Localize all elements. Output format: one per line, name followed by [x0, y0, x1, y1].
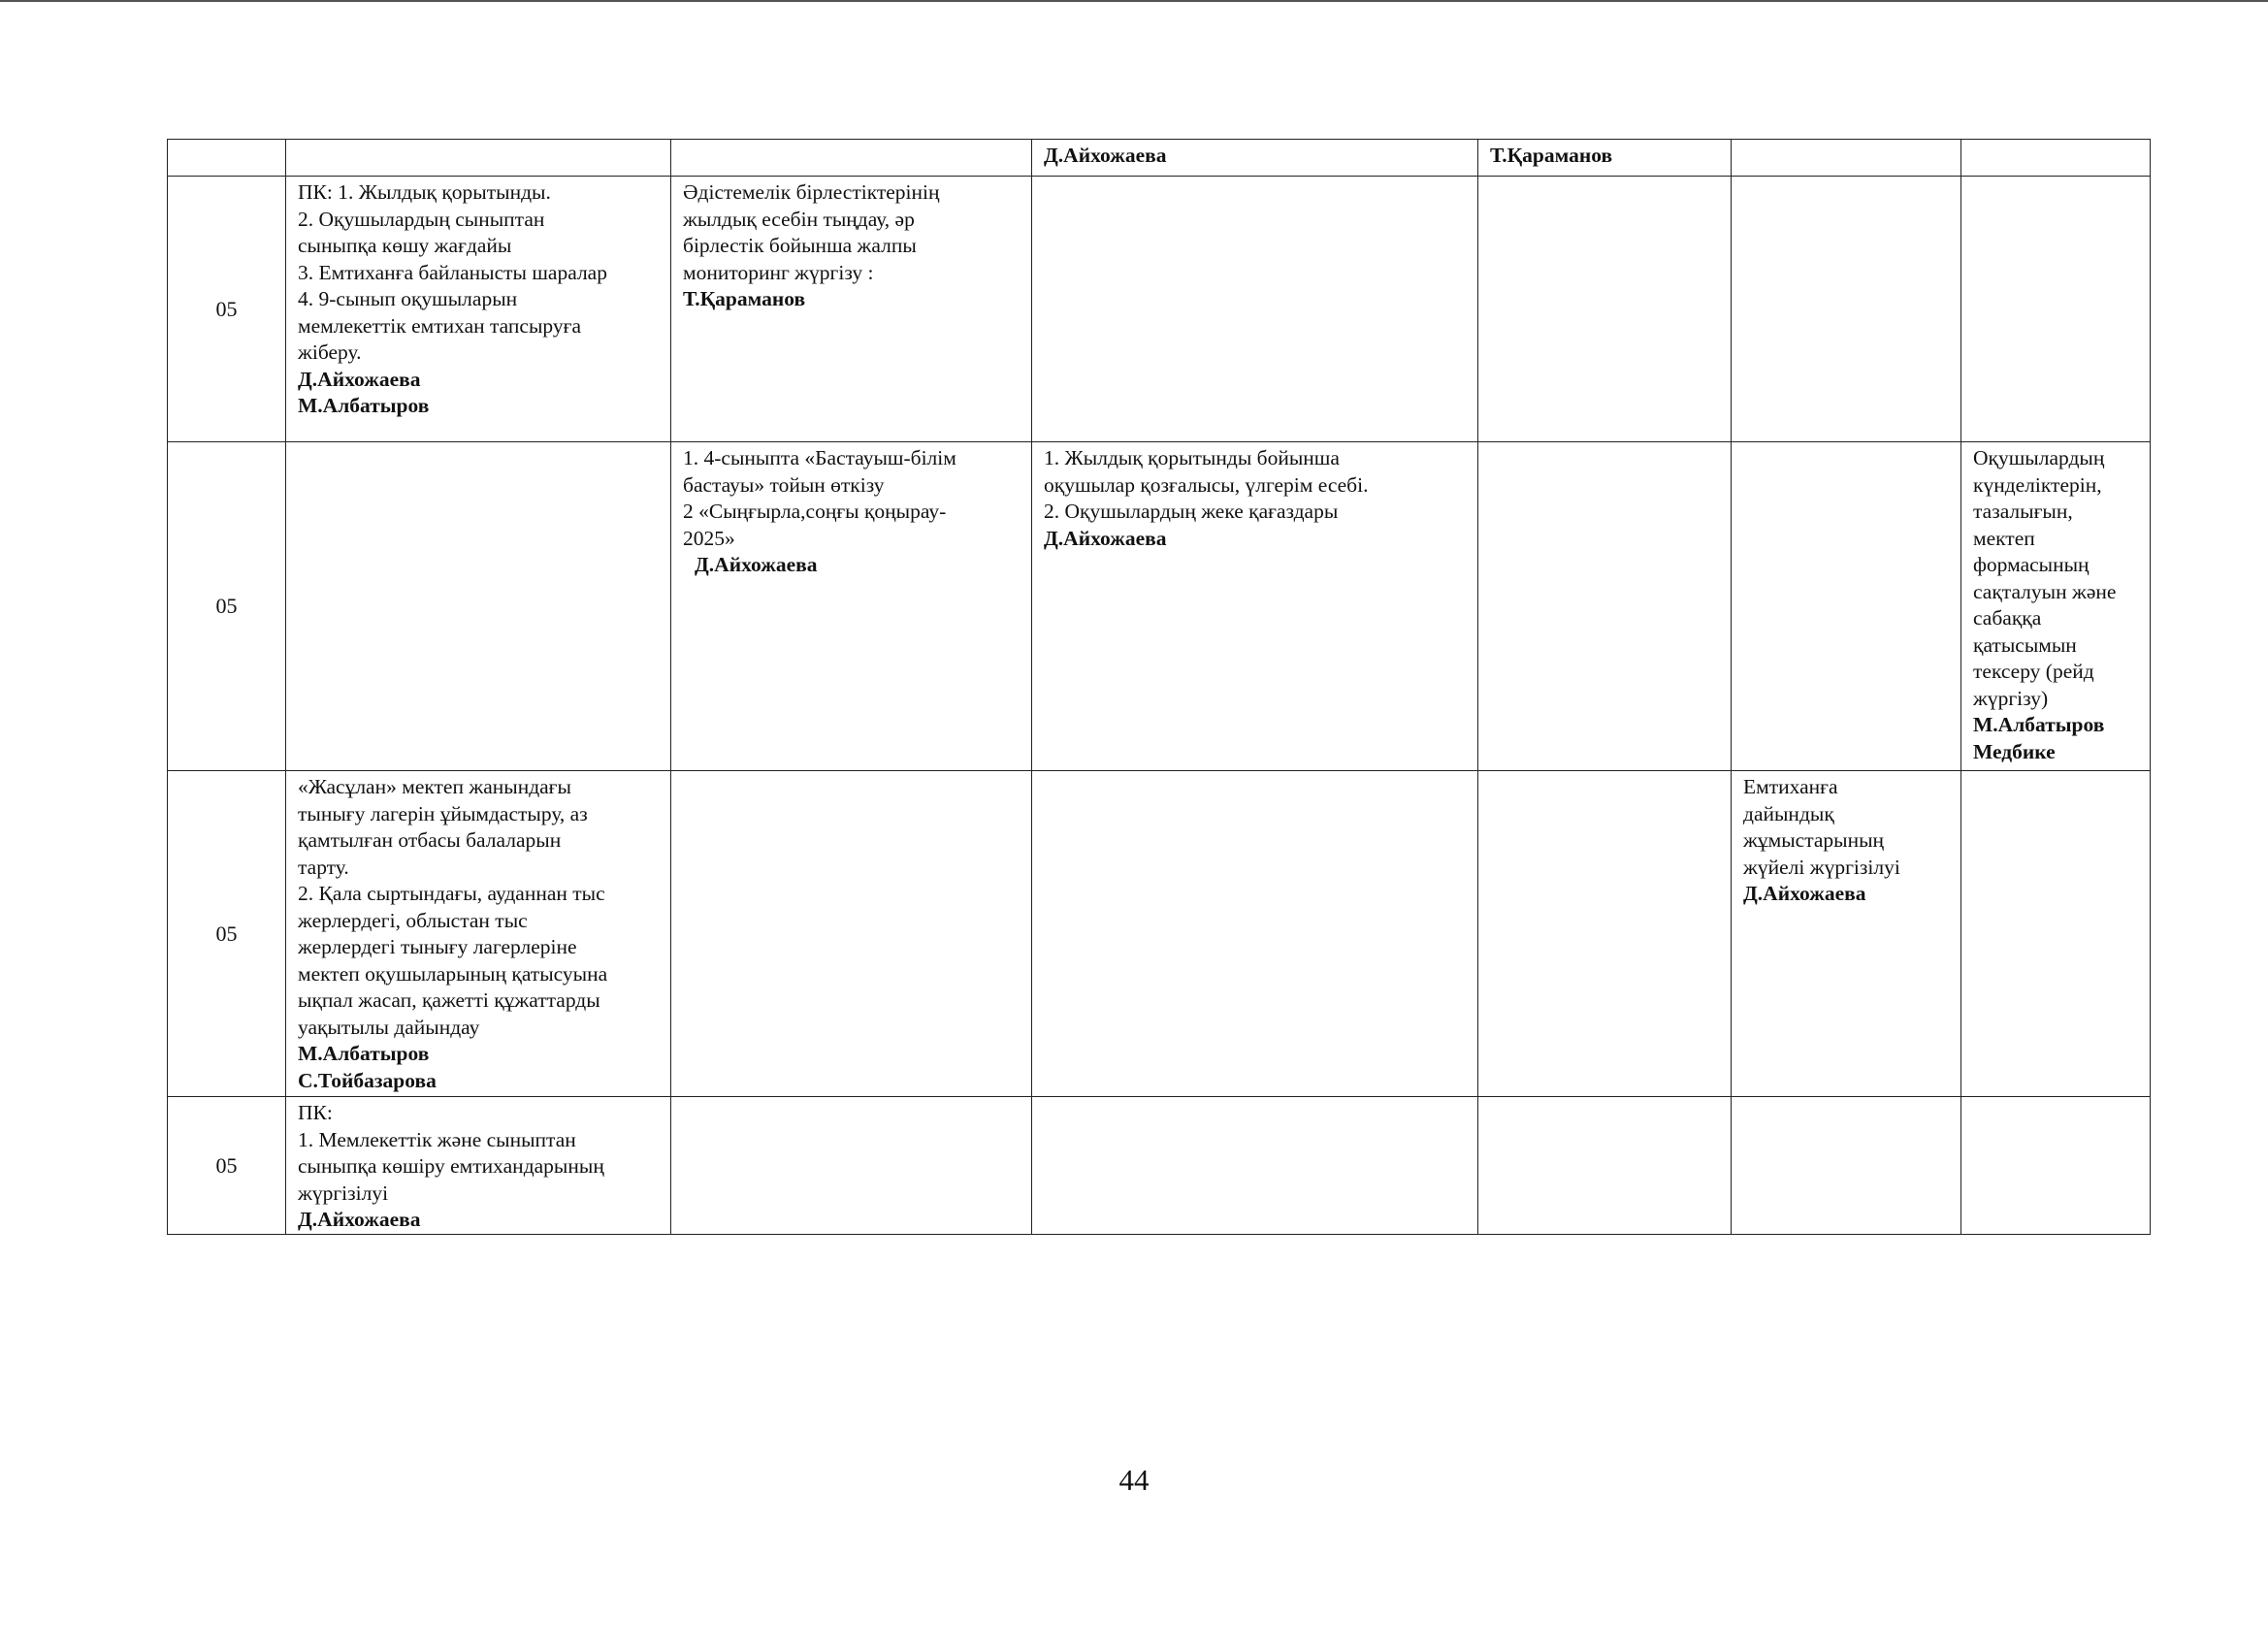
task-line: Әдістемелік бірлестіктерінің	[683, 180, 940, 204]
task-line: жүргізілуі	[298, 1180, 389, 1205]
responsible-person: М.Албатыров	[298, 1042, 430, 1065]
task-line: мектеп	[1973, 526, 2035, 550]
header-cell-5	[1478, 140, 1732, 177]
task-line: 1. Жылдық қорытынды бойынша	[1044, 446, 1340, 469]
responsible-person: Д.Айхожаева	[695, 553, 818, 576]
month-cell: 05	[168, 771, 286, 1097]
responsible-person: М.Албатыров	[298, 394, 430, 417]
table-row	[168, 1097, 2151, 1235]
task-line: 4. 9-сынып оқушыларын	[298, 287, 518, 310]
task-line: «Жасұлан» мектеп жанындағы	[298, 775, 571, 798]
task-line: мемлекеттік емтихан тапсыруға	[298, 313, 581, 338]
month-cell: 05	[168, 442, 286, 771]
empty-cell	[1032, 177, 1478, 442]
task-line: сыныпқа көшу жағдайы	[298, 234, 512, 257]
task-line: мониторинг жүргізу :	[683, 260, 874, 284]
empty-cell	[671, 771, 1032, 1097]
responsible-person: Т.Қараманов	[683, 287, 806, 310]
empty-cell	[1032, 1097, 1478, 1235]
empty-cell	[671, 1097, 1032, 1235]
task-line: бірлестік бойынша жалпы	[683, 234, 917, 257]
header-cell-4	[1032, 140, 1478, 177]
empty-cell	[1478, 442, 1732, 771]
task-cell	[1732, 771, 1961, 1097]
month-cell: 05	[168, 1097, 286, 1235]
responsible-person: Д.Айхожаева	[1743, 882, 1866, 905]
task-cell	[1961, 442, 2151, 771]
task-cell	[286, 771, 671, 1097]
responsible-person: Медбике	[1973, 739, 2056, 763]
task-line: қатысымын	[1973, 632, 2077, 657]
task-line: тарту.	[298, 855, 349, 879]
work-plan-table	[167, 139, 2151, 1235]
task-line: тексеру (рейд	[1973, 660, 2094, 683]
task-line: дайындық	[1743, 801, 1834, 825]
page-number: 44	[1118, 1463, 1150, 1497]
task-line: ПК: 1. Жылдық қорытынды.	[298, 180, 551, 204]
top-edge-line	[0, 0, 2268, 2]
task-line: күнделіктерін,	[1973, 472, 2102, 497]
empty-cell	[1732, 1097, 1961, 1235]
task-line: сақталуын және	[1973, 579, 2117, 603]
task-line: жерлердегі тынығу лагерлеріне	[298, 935, 577, 958]
empty-cell	[286, 442, 671, 771]
header-cell-3	[671, 140, 1032, 177]
header-cell-1	[168, 140, 286, 177]
task-line: Оқушылардың	[1973, 446, 2105, 469]
task-cell	[671, 442, 1032, 771]
month-cell: 05	[168, 177, 286, 442]
task-cell	[671, 177, 1032, 442]
table-row	[168, 771, 2151, 1097]
empty-cell	[1732, 177, 1961, 442]
responsible-person: Д.Айхожаева	[1044, 526, 1167, 550]
task-line: ПК:	[298, 1101, 333, 1124]
task-line: 2025»	[683, 526, 735, 550]
header-signer: Д.Айхожаева	[1044, 144, 1167, 167]
task-line: қамтылған отбасы балаларын	[298, 828, 562, 852]
header-cell-2	[286, 140, 671, 177]
task-line: жіберу.	[298, 340, 362, 364]
header-cell-7	[1961, 140, 2151, 177]
empty-cell	[1478, 771, 1732, 1097]
empty-cell	[1961, 771, 2151, 1097]
task-cell	[286, 1097, 671, 1235]
task-line: жылдық есебін тыңдау, әр	[683, 207, 915, 231]
task-line: 2. Қала сыртындағы, ауданнан тыс	[298, 882, 605, 905]
task-line: 1. Мемлекеттік және сыныптан	[298, 1127, 576, 1151]
empty-cell	[1961, 1097, 2151, 1235]
task-line: мектеп оқушыларының қатысуына	[298, 961, 608, 986]
empty-cell	[1732, 442, 1961, 771]
task-line: ықпал жасап, қажетті құжаттарды	[298, 988, 600, 1012]
table-row	[168, 177, 2151, 442]
task-line: жүйелі жүргізілуі	[1743, 855, 1900, 879]
task-line: уақытылы дайындау	[298, 1015, 480, 1039]
task-line: 2 «Сыңғырла,соңғы қоңырау-	[683, 500, 947, 523]
task-cell	[1032, 442, 1478, 771]
table-row-header	[168, 140, 2151, 177]
task-line: бастауы» тойын өткізу	[683, 472, 885, 497]
responsible-person: С.Тойбазарова	[298, 1068, 437, 1092]
empty-cell	[1478, 177, 1732, 442]
header-signer: Т.Қараманов	[1490, 144, 1613, 167]
task-line: сыныпқа көшіру емтихандарының	[298, 1154, 604, 1178]
task-line: 2. Оқушылардың жеке қағаздары	[1044, 500, 1339, 523]
task-line: 3. Емтиханға байланысты шаралар	[298, 260, 607, 284]
task-line: жүргізу)	[1973, 686, 2049, 710]
responsible-person: Д.Айхожаева	[298, 1208, 421, 1231]
responsible-person: Д.Айхожаева	[298, 367, 421, 391]
header-cell-6	[1732, 140, 1961, 177]
task-line: оқушылар қозғалысы, үлгерім есебі.	[1044, 472, 1369, 497]
task-line: тазалығын,	[1973, 500, 2073, 523]
responsible-person: М.Албатыров	[1973, 713, 2105, 736]
task-line: сабаққа	[1973, 606, 2042, 630]
task-line: 2. Оқушылардың сыныптан	[298, 207, 545, 231]
task-line: жерлердегі, облыстан тыс	[298, 908, 528, 932]
table-row	[168, 442, 2151, 771]
empty-cell	[1478, 1097, 1732, 1235]
task-cell	[286, 177, 671, 442]
empty-cell	[1032, 771, 1478, 1097]
task-line: 1. 4-сыныпта «Бастауыш-білім	[683, 446, 956, 469]
task-line: жұмыстарының	[1743, 828, 1885, 852]
task-line: формасының	[1973, 553, 2090, 576]
task-line: тынығу лагерін ұйымдастыру, аз	[298, 801, 588, 825]
task-line: Емтиханға	[1743, 775, 1838, 798]
empty-cell	[1961, 177, 2151, 442]
